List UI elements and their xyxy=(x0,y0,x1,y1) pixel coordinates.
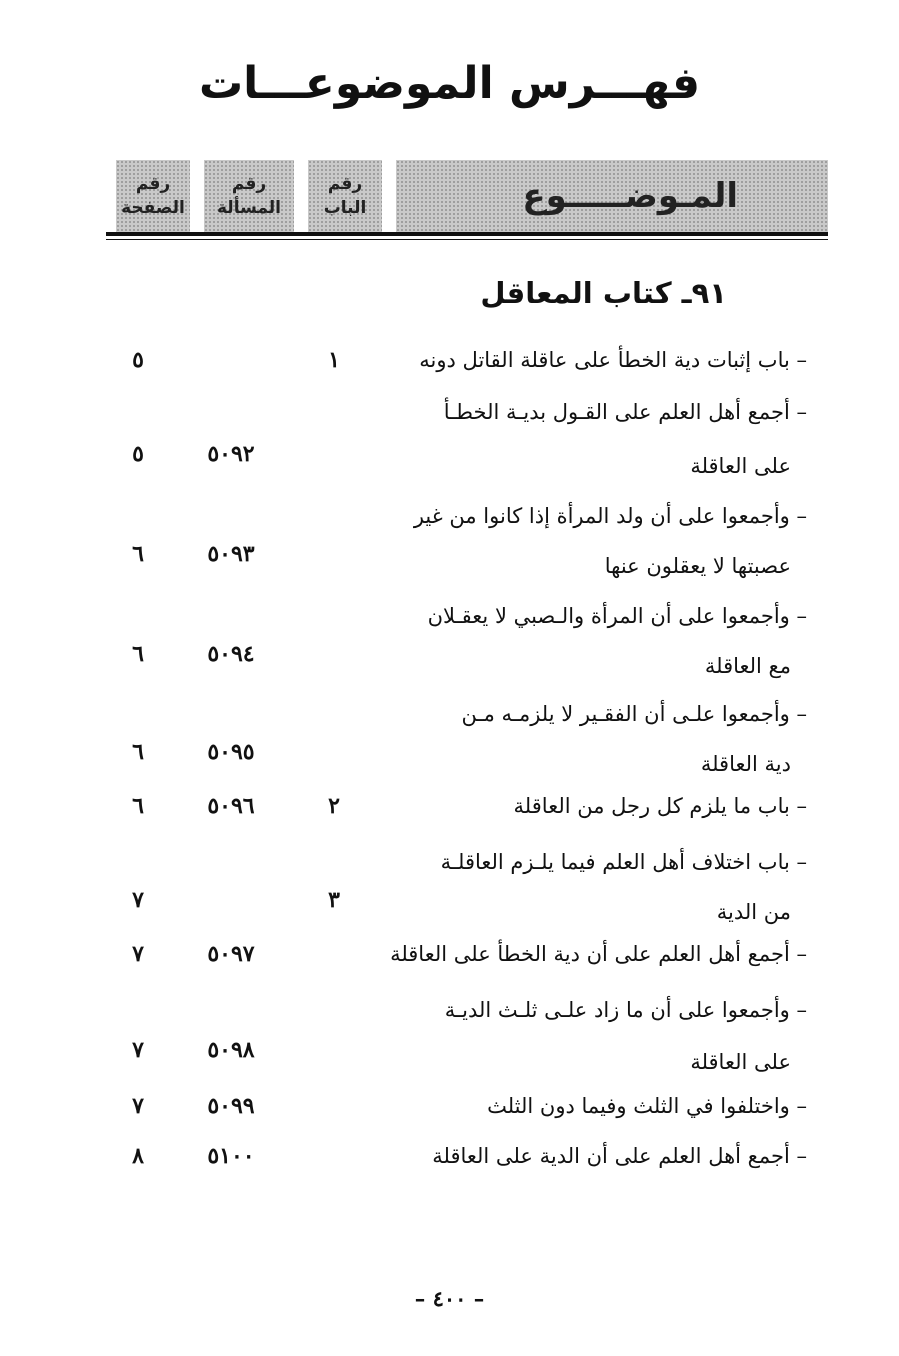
bab-number: ٣ xyxy=(328,887,340,913)
page-ref xyxy=(118,694,158,734)
page-ref: ٨ xyxy=(132,1143,144,1169)
page-ref: ٧ xyxy=(132,887,144,913)
bab-number xyxy=(314,842,354,882)
index-row xyxy=(0,842,899,882)
header-topic xyxy=(396,160,828,232)
topic-text: من الدية xyxy=(716,900,791,924)
header-masala-line2: المسألة xyxy=(217,198,281,218)
index-row xyxy=(0,694,899,734)
index-row xyxy=(0,596,899,636)
topic-text: – أجمع أهل العلم على أن الدية على العاقلة xyxy=(432,1144,807,1168)
page-ref xyxy=(118,990,158,1030)
index-row xyxy=(0,392,899,432)
masala-number xyxy=(186,990,276,1030)
section-heading: ٩١ـ كتاب المعاقل xyxy=(480,276,727,310)
index-row xyxy=(0,934,899,974)
topic-text: – باب إثبات دية الخطأ على عاقلة القاتل دونه xyxy=(419,348,807,372)
topic-text: عصبتها لا يعقلون عنها xyxy=(604,554,791,578)
topic-text: دية العاقلة xyxy=(700,752,791,776)
header-divider xyxy=(106,232,828,236)
topic-text: على العاقلة xyxy=(690,1050,791,1074)
header-page-number xyxy=(116,160,190,232)
page-ref: ٧ xyxy=(132,1037,144,1063)
page-ref: ٥ xyxy=(132,347,144,373)
table-header xyxy=(106,160,828,234)
index-row xyxy=(0,434,899,478)
header-topic-label: المـوضـــــوع xyxy=(522,176,738,216)
index-row xyxy=(0,634,899,678)
bab-number xyxy=(314,934,354,974)
index-row xyxy=(0,496,899,536)
bab-number xyxy=(314,392,354,432)
topic-text: – أجمع أهل العلم على القـول بديـة الخطـأ xyxy=(443,400,807,424)
index-row xyxy=(0,1136,899,1176)
page-ref: ٧ xyxy=(132,941,144,967)
bab-number xyxy=(314,1086,354,1126)
masala-number: ٥٠٩٣ xyxy=(207,541,255,567)
page-ref xyxy=(118,392,158,432)
masala-number: ٥٠٩٧ xyxy=(207,941,255,967)
page-ref: ٦ xyxy=(132,541,144,567)
topic-text: – وأجمعوا على أن ما زاد علـى ثلـث الديـة xyxy=(444,998,807,1022)
page-ref: ٦ xyxy=(132,739,144,765)
index-row xyxy=(0,1086,899,1126)
bab-number xyxy=(314,732,354,772)
bab-number xyxy=(314,596,354,636)
bab-number xyxy=(314,634,354,674)
page-number: – ٤٠٠ – xyxy=(414,1286,485,1311)
page-ref: ٦ xyxy=(132,793,144,819)
header-masala-number xyxy=(204,160,294,232)
bab-number xyxy=(314,990,354,1030)
masala-number: ٥٠٩٥ xyxy=(207,739,255,765)
index-row xyxy=(0,786,899,826)
header-masala-line1: رقم xyxy=(231,174,267,194)
masala-number: ٥١٠٠ xyxy=(207,1143,255,1169)
page-ref: ٧ xyxy=(132,1093,144,1119)
bab-number xyxy=(314,694,354,734)
page-ref: ٦ xyxy=(132,641,144,667)
masala-number: ٥٠٩٢ xyxy=(207,441,255,467)
bab-number xyxy=(314,534,354,574)
header-page-line1: رقم xyxy=(135,174,171,194)
index-row xyxy=(0,880,899,924)
masala-number xyxy=(186,496,276,536)
header-page-line2: الصفحة xyxy=(121,198,185,218)
index-row xyxy=(0,1030,899,1074)
topic-text: – وأجمعوا علـى أن الفقـير لا يلزمـه مـن xyxy=(461,702,807,726)
bab-number: ٢ xyxy=(328,793,340,819)
page-ref: ٥ xyxy=(132,441,144,467)
header-bab-number xyxy=(308,160,382,232)
masala-number xyxy=(186,880,276,920)
index-row xyxy=(0,340,899,380)
bab-number xyxy=(314,496,354,536)
masala-number xyxy=(186,392,276,432)
page-title: فهـــرس الموضوعـــات xyxy=(198,58,701,109)
bab-number xyxy=(314,434,354,474)
masala-number xyxy=(186,596,276,636)
index-row xyxy=(0,534,899,578)
masala-number xyxy=(186,340,276,380)
page-ref xyxy=(118,496,158,536)
topic-text: – واختلفوا في الثلث وفيما دون الثلث xyxy=(487,1094,807,1118)
masala-number: ٥٠٩٦ xyxy=(207,793,255,819)
topic-text: – وأجمعوا على أن المرأة والـصبي لا يعقـلان xyxy=(427,604,807,628)
bab-number: ١ xyxy=(328,347,340,373)
masala-number: ٥٠٩٩ xyxy=(207,1093,255,1119)
masala-number: ٥٠٩٤ xyxy=(207,641,255,667)
index-row xyxy=(0,990,899,1030)
masala-number xyxy=(186,842,276,882)
topic-text: على العاقلة xyxy=(690,454,791,478)
header-divider-thin xyxy=(106,239,828,240)
topic-text: – باب اختلاف أهل العلم فيما يلـزم العاقلـة xyxy=(440,850,807,874)
index-row xyxy=(0,732,899,776)
masala-number: ٥٠٩٨ xyxy=(207,1037,255,1063)
page-ref xyxy=(118,842,158,882)
topic-text: – أجمع أهل العلم على أن دية الخطأ على العاقلة xyxy=(390,942,807,966)
topic-text: – باب ما يلزم كل رجل من العاقلة xyxy=(513,794,807,818)
masala-number xyxy=(186,694,276,734)
topic-text: – وأجمعوا على أن ولد المرأة إذا كانوا من غير xyxy=(413,504,807,528)
topic-text: مع العاقلة xyxy=(704,654,791,678)
bab-number xyxy=(314,1136,354,1176)
header-bab-line2: الباب xyxy=(323,198,367,218)
page-ref xyxy=(118,596,158,636)
header-bab-line1: رقم xyxy=(327,174,363,194)
bab-number xyxy=(314,1030,354,1070)
